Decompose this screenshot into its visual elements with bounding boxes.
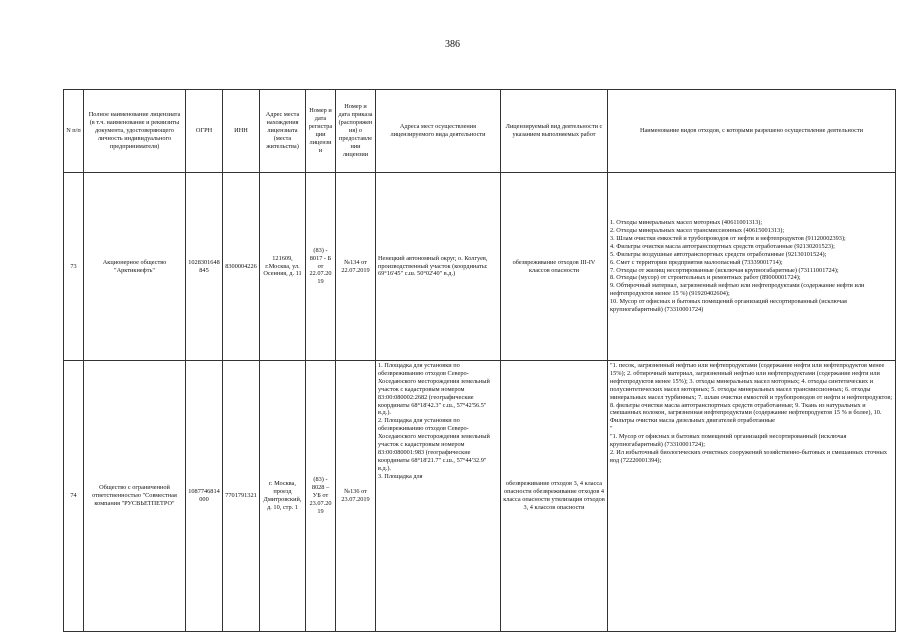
waste-item: 2. Отходы минеральных масел трансмиссионных (40615001313); <box>610 226 785 234</box>
header-registration: Номер и дата регистрации лицензии <box>306 90 336 173</box>
header-num: N п/п <box>64 90 84 173</box>
cell-licensee-name: Общество с ограниченной ответственностью "Совместная компания "РУСВЬЕТПЕТРО" <box>84 361 186 632</box>
cell-ogrn: 1028301648845 <box>186 173 223 361</box>
cell-order: №134 от 22.07.2019 <box>336 173 376 361</box>
header-inn: ИНН <box>223 90 260 173</box>
cell-order: №136 от 23.07.2019 <box>336 361 376 632</box>
header-wastes: Наименование видов отходов, с которыми разрешено осуществление деятельности <box>608 90 896 173</box>
cell-activity: обезвреживание отходов 3, 4 класса опасности обезвреживание отходов 4 класса опасности утилизация отходов 3, 4 классов опасности <box>501 361 608 632</box>
header-order: Номер и дата приказа (распоряжения) о предоставлении лицензии <box>336 90 376 173</box>
cell-places: 1. Площадка для установки по обезвреживанию отходов Северо-Хоседаюского месторождения земельный участок с кадастровым номером 83:00:080002:2682 (географические координаты 68°18'42.3" с.ш., 57°42'56.5" в.д.). 2. Площадка для установки по обезвреживанию отходов Северо-Хоседаюского месторождения земельный участок с кадастровым номером 83:00:080001:983 (географические координаты 68°18'21.7" с.ш., 57°44'32.9" в.д.). 3. Площадка для <box>376 361 501 632</box>
table-row <box>64 361 896 632</box>
waste-item: 1. Отходы минеральных масел моторных (40611001313); <box>610 219 763 227</box>
license-table <box>63 89 896 632</box>
cell-registration: (83) - 8017 - Б от 22.07.2019 <box>306 173 336 361</box>
header-activity: Лицензируемый вид деятельности с указанием выполняемых работ <box>501 90 608 173</box>
header-places: Адреса мест осуществления лицензируемого вида деятельности <box>376 90 501 173</box>
waste-item: 2. Ил избыточный биологических очистных сооружений хозяйственно-бытовых и смешанных сточных вод (72220001394); <box>610 448 887 464</box>
cell-address: 121609, г.Москва, ул. Осенняя, д. 11 <box>260 173 306 361</box>
cell-inn: 7701791321 <box>223 361 260 632</box>
waste-item: 6. Смет с территории предприятия малоопасный (73339001714); <box>610 258 783 266</box>
cell-activity: обезвреживание отходов III-IV классов опасности <box>501 173 608 361</box>
cell-address: г. Москва, проезд Дмитровский, д. 10, стр. 1 <box>260 361 306 632</box>
cell-wastes <box>608 361 896 632</box>
cell-registration: (83) - 8028 – УБ от 23.07.2019 <box>306 361 336 632</box>
waste-item: 9. Обтирочный материал, загрязненный нефтью или нефтепродуктами (содержание нефти или нефтепродуктов менее 15 %) (91920402604); <box>610 282 865 298</box>
waste-item: 4. Фильтры очистки масла автотранспортных средств отработанные (92130201523); <box>610 242 835 250</box>
header-ogrn: ОГРН <box>186 90 223 173</box>
waste-item: 5. Фильтры воздушные автотранспортных средств отработанные (92130101524); <box>610 250 827 258</box>
cell-wastes <box>608 173 896 361</box>
waste-item: "1. песок, загрязненный нефтью или нефтепродуктами (содержание нефти или нефтепродуктов менее 15%); 2. обтирочный материал, загрязненный нефтью или нефтепродуктами (содержание нефти или нефтепродуктов менее 15%); 3. отходы минеральных масел моторных; 4. отходы синтетических и полусинтетических масел моторных; 5. отходы минеральных масел трансмиссионных; 6. отходы минеральных масел турбинных; 7. шлам очистки емкостей и трубопроводов от нефти и нефтепродуктов; 8. фильтры очистки масла автотранспортных средств отработанные; 9. Ткань из натуральных и смешанных волокон, загрязненная нефтепродуктами (содержание нефтепродуктов 15 % и более), 10. Фильтры очистки масла дизельных двигателей отработанные <box>610 362 893 425</box>
waste-item: 7. Отходы от жилищ несортированные (исключая крупногабаритные) (73111001724); <box>610 266 839 274</box>
cell-inn: 8300004226 <box>223 173 260 361</box>
waste-item: "1. Мусор от офисных и бытовых помещений организаций несортированный (исключая крупногабаритный) (73310001724); <box>610 433 847 449</box>
cell-places: Ненецкий автономный округ, о. Колгуев, производственный участок (координаты: 69°16'45" с.ш. 50°02'40" в.д.) <box>376 173 501 361</box>
header-address: Адрес места нахождения лицензиата (места жительства) <box>260 90 306 173</box>
waste-item: 3. Шлам очистки емкостей и трубопроводов от нефти и нефтепродуктов (91120002393); <box>610 234 846 242</box>
waste-item: 8. Отходы (мусор) от строительных и ремонтных работ (89000001724); <box>610 274 801 282</box>
header-licensee-name: Полное наименование лицензиата (в т.ч. наименование и реквизиты документа, удостоверяющего личность индивидуального предпринимателя) <box>84 90 186 173</box>
page-number: 386 <box>445 39 460 50</box>
cell-ogrn: 1087746814000 <box>186 361 223 632</box>
cell-licensee-name: Акционерное общество "Арктикнефть" <box>84 173 186 361</box>
cell-num: 73 <box>64 173 84 361</box>
table-header-row <box>64 90 896 173</box>
waste-item: " <box>610 425 613 433</box>
table-row <box>64 173 896 361</box>
license-table-wrapper <box>63 89 895 632</box>
waste-item: 10. Мусор от офисных и бытовых помещений организаций несортированный (исключая крупногабаритный) (73310001724) <box>610 298 847 314</box>
cell-num: 74 <box>64 361 84 632</box>
